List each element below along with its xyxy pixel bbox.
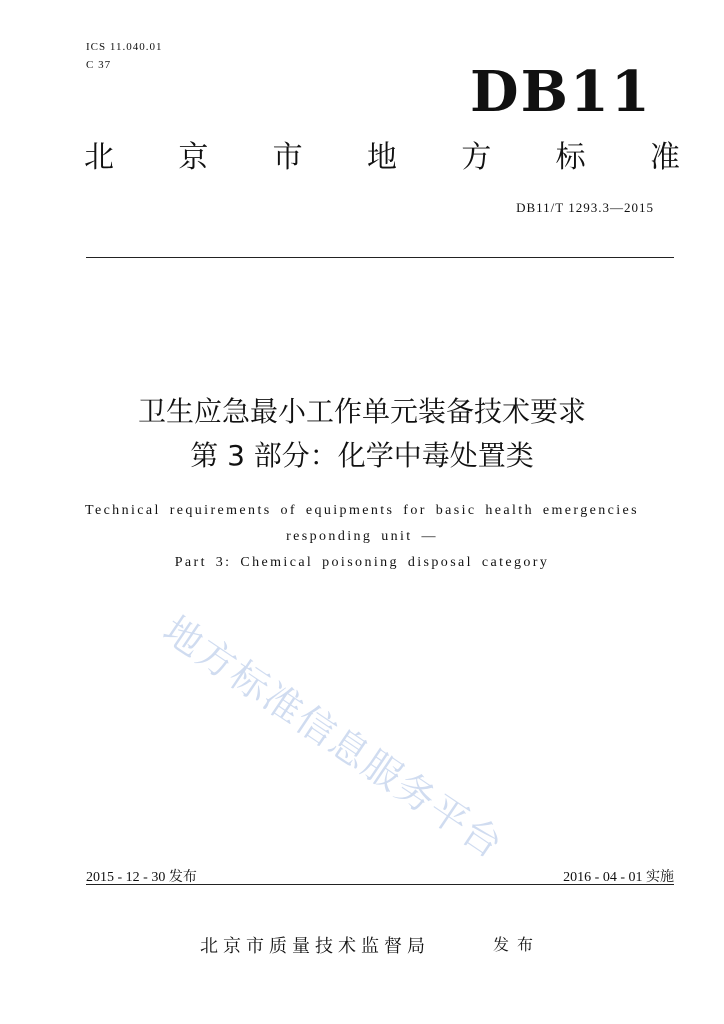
db11-logo: DB11: [470, 59, 652, 125]
watermark: 地方标准信息服务平台: [155, 607, 512, 868]
standard-type-char: 北: [84, 140, 114, 175]
english-title: [0, 498, 724, 576]
issue-date-value: 2015 - 12 - 30: [86, 870, 166, 885]
standard-type-heading: [84, 138, 680, 178]
ccs-code: C 37: [86, 59, 112, 71]
english-title-line-1: Technical requirements of equipments for basic health emergencies: [84, 503, 639, 518]
implementation-date-label: 实施: [646, 869, 674, 885]
issuing-authority: 北京市质量技术监督局: [200, 936, 430, 957]
standard-type-char: 准: [649, 140, 680, 175]
english-title-line-3: Part 3: Chemical poisoning disposal category: [174, 555, 550, 570]
bottom-divider: [86, 884, 674, 885]
classification-codes: [86, 38, 162, 74]
standard-type-char: 标: [555, 140, 586, 175]
standard-type-char: 市: [272, 140, 303, 175]
chinese-title-line-2: 第 3 部分：化学中毒处置类: [190, 439, 534, 472]
standard-type-char: 地: [366, 140, 397, 175]
implementation-date-value: 2016 - 04 - 01: [563, 870, 643, 885]
top-divider: [86, 257, 674, 258]
issue-date-label: 发布: [168, 869, 197, 885]
standard-number: DB11/T 1293.3—2015: [516, 200, 654, 215]
english-title-line-2: responding unit —: [286, 529, 438, 544]
chinese-title: [0, 390, 724, 478]
ics-code: ICS 11.040.01: [86, 41, 163, 53]
issuing-action: 发布: [493, 935, 542, 954]
standard-type-char: 京: [178, 140, 209, 175]
chinese-title-line-1: 卫生应急最小工作单元装备技术要求: [137, 395, 586, 428]
issue-date: [86, 866, 197, 886]
standard-type-char: 方: [461, 140, 492, 175]
implementation-date: [563, 866, 674, 886]
